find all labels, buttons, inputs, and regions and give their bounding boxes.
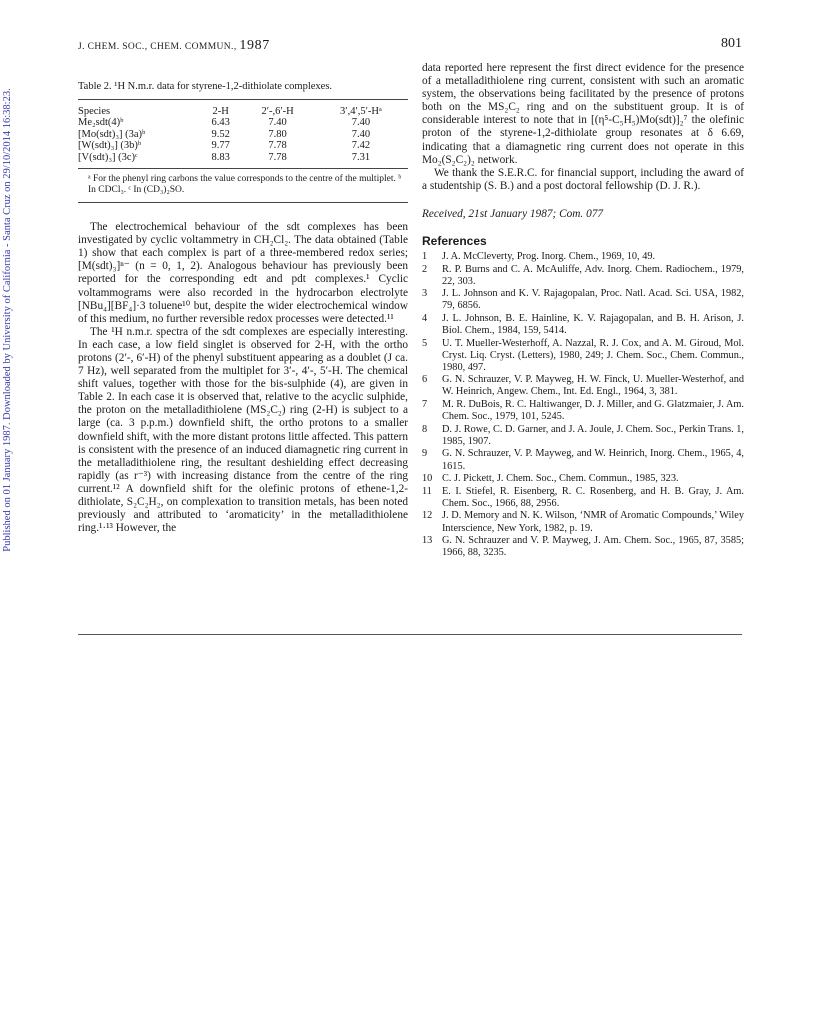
table-cell: 9.52 [211,128,230,140]
reference-number: 5 [422,337,428,349]
reference-number: 8 [422,423,428,435]
page-bottom-rule [78,634,742,635]
table-cell: 6.43 [211,117,230,129]
reference-item [422,338,744,374]
right-column [422,62,744,560]
reference-number: 12 [422,510,433,522]
left-column [78,62,408,535]
reference-number: 2 [422,263,428,275]
reference-item [422,510,744,534]
table-header-cell: 2′-,6′-H [261,106,294,117]
table-row [78,140,408,151]
reference-text: G. N. Schrauzer, V. P. Mayweg, H. W. Finck, U. Mueller-Westerhof, and W. Heinrich, Angew. Chem., Int. Ed. Engl., 1964, 3, 381. [442,374,744,398]
table-cell: 7.40 [351,128,371,140]
table-row [78,129,408,140]
nmr-table-block [78,80,408,203]
reference-text: J. L. Johnson and K. V. Rajagopalan, Proc. Natl. Acad. Sci. USA, 1982, 79, 6856. [442,288,744,312]
reference-number: 13 [422,535,433,547]
table-cell: Me₂sdt(4)ᵇ [78,117,124,129]
reference-number: 11 [422,485,432,497]
left-body-text [78,221,408,535]
reference-item [422,264,744,288]
table-cell: 7.42 [351,140,371,152]
reference-text: R. P. Burns and C. A. McAuliffe, Adv. Inorg. Chem. Radiochem., 1979, 22, 303. [442,263,744,287]
reference-item [422,424,744,448]
reference-item [422,448,744,472]
table-cell: [W(sdt)₃] (3b)ᵇ [78,140,142,152]
reference-item [422,313,744,337]
reference-item [422,288,744,312]
table-cell: 7.78 [268,140,287,152]
body-paragraph: The ¹H n.m.r. spectra of the sdt complexes are especially interesting. In each case, a low field singlet is observed for 2-H, with the ortho protons (2′-, 6′-H) of the phenyl substituent appearing as a doublet (J ca. 7 Hz), well separated from the multiplet for 3′-, 4′-, 5′-H. The chemical shift values, together with those for the bis-sulphide (4), are given in Table 2. In each case it is observed that, relative to the acyclic sulphide, the proton on the metalladithiolene (MS₂C₂) ring (2-H) is subject to a large (ca. 3 p.p.m.) downfield shift, the ortho protons to a smaller downfield shift, with the more distant protons little affected. This pattern is consistent with the presence of an induced diamagnetic ring current in the metalladithiolene ring, the resultant deshielding effect decreasing rapidly (as r⁻³) with increasing distance from the centre of the ring current.¹² A downfield shift for the olefinic protons of ethene-1,2-dithiolate, S₂C₂H₂, on complexation to transition metals, has been noted previously and attributed to ‘aromaticity’ in the metalladithiolene ring.¹·¹³ However, the [78,325,408,535]
reference-number: 7 [422,399,428,411]
body-paragraph: data reported here represent the first direct evidence for the presence of a metalladithiolene ring current, consistent with such an aromatic system, the observations being facilitated by the presence of protons both on the MS₂C₂ ring and on the substituent group. It is of considerable interest to note that in [(η⁵-C₅H₅)Mo(sdt)]₂⁷ the olefinic proton of the styrene-1,2-dithiolate group resonates at δ 6.69, indicating that a diamagnetic ring current does not operate in this Mo₂(S₂C₂)₂ network. [422,62,744,166]
received-date: Received, 21st January 1987; Com. 077 [422,207,604,220]
reference-text: U. T. Mueller-Westerhoff, A. Nazzal, R. J. Cox, and A. M. Giroud, Mol. Cryst. Liq. Cryst. (Letters), 1980, 249; J. Chem. Soc., Chem. Commun., 1980, 497. [442,337,744,373]
body-paragraph: The electrochemical behaviour of the sdt complexes has been investigated by cyclic voltammetry in CH₂Cl₂. The data obtained (Table 1) show that each complex is part of a three-membered redox series; [M(sdt)₃]ⁿ⁻ (n = 0, 1, 2). Analogous behaviour has previously been reported for the corresponding edt and pdt complexes.¹ Cyclic voltammograms were also recorded in the hydrocarbon electrolyte [NBu₄][BF₄]·3 toluene¹⁰ but, despite the wider electrochemical window of this medium, no further reversible redox processes were detected.¹¹ [78,221,408,325]
reference-text: M. R. DuBois, R. C. Haltiwanger, D. J. Miller, and G. Glatzmaier, J. Am. Chem. Soc., 1979, 101, 5245. [442,399,744,423]
reference-number: 3 [422,288,428,300]
reference-text: J. A. McCleverty, Prog. Inorg. Chem., 1969, 10, 49. [442,250,656,262]
table-row [78,152,408,163]
reference-number: 6 [422,374,428,386]
table-cell: 7.40 [268,117,287,129]
journal-year: 1987 [239,38,270,53]
reference-number: 4 [422,312,428,324]
table-header-cell: 3′,4′,5′-Hᵃ [340,106,382,117]
table-footnote: ᵃ For the phenyl ring carbons the value corresponds to the centre of the multiplet. ᵇ In CDCl₃. ᶜ In (CD₃)₂SO. [88,174,402,196]
table-cell: 9.77 [211,140,230,152]
reference-text: J. D. Memory and N. K. Wilson, ‘NMR of Aromatic Compounds,’ Wiley Interscience, New York, 1982, p. 19. [442,510,744,534]
journal-running-head [78,38,270,54]
table-bottom-rule [78,202,408,203]
nmr-data-table [78,106,408,163]
references-heading: References [422,233,487,248]
table-cell: 7.80 [268,128,287,140]
journal-name: J. CHEM. SOC., CHEM. COMMUN., [78,42,240,52]
table-header-row [78,106,408,117]
table-caption: Table 2. ¹H N.m.r. data for styrene-1,2-dithiolate complexes. [78,81,333,92]
table-cell: 8.83 [211,151,230,163]
reference-item [422,473,744,485]
download-watermark[interactable]: Published on 01 January 1987. Downloaded by University of California - Santa Cruz on 29/10/2014 16:38:23. [2,88,13,552]
reference-text: D. J. Rowe, C. D. Garner, and J. A. Joule, J. Chem. Soc., Perkin Trans. 1, 1985, 1907. [442,423,744,447]
table-header-cell: 2-H [212,106,229,117]
acknowledgement-paragraph: We thank the S.E.R.C. for financial support, including the award of a studentship (S. B.) and a post doctoral fellowship (D. J. R.). [422,166,744,192]
reference-text: C. J. Pickett, J. Chem. Soc., Chem. Commun., 1985, 323. [442,473,679,485]
table-row [78,117,408,128]
reference-text: G. N. Schrauzer and V. P. Mayweg, J. Am. Chem. Soc., 1965, 87, 3585; 1966, 88, 3235. [442,535,744,559]
reference-item [422,374,744,398]
reference-number: 9 [422,448,428,460]
table-cell: 7.40 [351,117,371,129]
reference-item [422,486,744,510]
reference-list [422,251,744,559]
reference-text: J. L. Johnson, B. E. Hainline, K. V. Rajagopalan, and B. H. Arison, J. Biol. Chem., 1984, 159, 5414. [442,312,744,336]
table-header-cell: Species [78,106,111,117]
reference-item [422,535,744,559]
reference-number: 1 [422,250,428,262]
page-number: 801 [721,36,742,51]
table-cell: [Mo(sdt)₃] (3a)ᵇ [78,128,146,140]
table-top-rule [78,99,408,100]
reference-number: 10 [422,473,433,485]
page-header [78,36,742,52]
reference-item [422,251,744,263]
reference-text: G. N. Schrauzer, V. P. Mayweg, and W. Heinrich, Inorg. Chem., 1965, 4, 1615. [442,448,744,472]
reference-item [422,399,744,423]
table-cell: [V(sdt)₃] (3c)ᶜ [78,151,138,163]
table-cell: 7.31 [351,151,371,163]
reference-text: E. I. Stiefel, R. Eisenberg, R. C. Rosenberg, and H. B. Gray, J. Am. Chem. Soc., 1966, 88, 2956. [442,485,744,509]
table-cell: 7.78 [268,151,287,163]
